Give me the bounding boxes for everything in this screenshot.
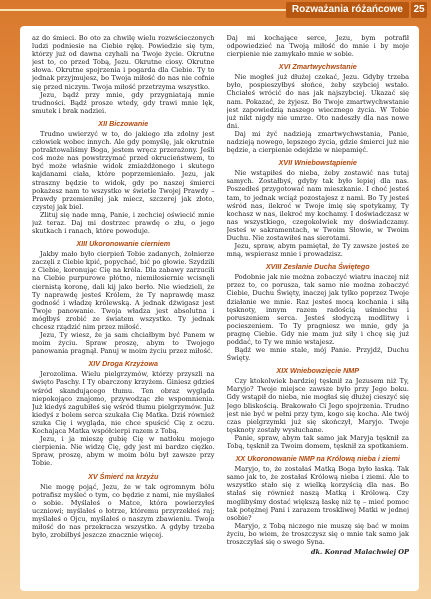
paragraph: Jezu, bądź przy mnie, gdy przygniatają mnie trudności. Bądź prosze wtedy, gdy trawi mnie lęk, smutek i brak nadziei. bbox=[32, 90, 215, 115]
author-signature: dk. Konrad Malachwiej OP bbox=[310, 548, 409, 557]
section-heading: XIX Wniebowzięcie NMP bbox=[276, 366, 360, 376]
section-heading: XVIII Zesłanie Ducha Świętego bbox=[265, 262, 370, 272]
section-heading: XIV Droga Krzyżowa bbox=[88, 359, 158, 369]
paragraph: Jerozolima. Wielu pielgrzymów, którzy przyszli na święto Paschy. I Ty obarczony krzyżem. Giniesz gdzieś wśród skandującego tłumu. Ten obraz wygląda niepokojąco znajomo, przywodząc złe wspomnienia. Już kiedyś zagubiłeś się wśród tłumu pielgrzymów. Już kiedyś z bolem serca szukała Cię Matka. Dziś również szuka Cię i wygląda, nie chce spuścić Cię z oczu. Kochająca Matka współcierpi razem z Tobą. bbox=[32, 370, 215, 436]
paragraph: Zlituj się nade mną, Panie, i zechciej oświecić mnie już teraz. Daj mi dostrzec prawdę o złu, o jego skutkach i ranach, które powoduje. bbox=[32, 210, 215, 236]
paragraph: Jezu, Ty wiesz, że ja sam chciałbym być Panem w moim życiu. Spraw proszę, abym to Twojego panowania pragnął. Panuj w moim życiu przez miłość. bbox=[32, 331, 215, 356]
right-column bbox=[227, 34, 410, 585]
section-heading: XV Śmierć na krzyżu bbox=[88, 471, 159, 481]
paragraph: Daj mi kochające serce, Jezu, bym potrafił odpowiedzieć na Twoją miłość do mnie i by moje cierpienie nie zamykało mnie w sobie. bbox=[226, 34, 409, 59]
paragraph: az do śmieci. Bo oto za chwilę wielu rozwścieczonych ludzi podniesie na Ciebie rękę. Powiedzie się tym, którzy już od dawna czyhali na Twoje życie. Okrutne jest to, co przed Tobą, Jezu. Okrutne ciosy. Okrutne słowa. Okrutne spojrzenia i pogarda dla Ciebie. Ty to jednak przyjmujesz, bo Twoja miłość do nas nie cofnie się przed niczym. Twoja miłość przetrzyma wszystko. bbox=[32, 34, 215, 91]
paragraph: Daj mi żyć nadzieją zmartwychwstania, Panie, nadzieją nowego, lepszego życia, gdzie śmierci już nie będzie, a cierpienie odejdzie w niepamięć. bbox=[226, 129, 409, 155]
left-column bbox=[32, 34, 215, 585]
paragraph: Jezu, spraw, abym pamiętał, że Ty zawsze jesteś ze mną, wspierasz mnie i prowadzisz. bbox=[226, 242, 409, 259]
section-heading: XX Ukoronowanie NMP na Królową nieba i ziemi bbox=[235, 454, 400, 464]
page-header bbox=[0, 0, 431, 20]
paragraph: Trudno uwierzyć w to, do jakiego zła zdolny jest człowiek wobec innych. Ale gdy pomyślę, jak okrutnie potraktowaliśmy Boga, jestem wręcz przerażony. Jeśli coś może nas powstrzymać przed okrucieństwem, to być może właśnie widok zmiażdżonego i skutego kajdanami ciała, które poprzemieniało. Jezu, jak straszny będzie to widok, gdy po naszej śmierci pokażesz nam to wszystko w świetle Twojej Prawdy – Prawdy przemieniłej jak miecz, szczerej jak złoto, czystej jak biel. bbox=[32, 129, 215, 211]
paragraph: Panie, spraw, abym tak samo jak Maryja tęsknił za Tobą, tęsknił za Twoim domem, tęsknił za spotkaniem. bbox=[226, 433, 409, 451]
paragraph: Bądź we mnie stale, mój Panie. Przyjdź, Duchu Święty. bbox=[226, 346, 409, 363]
paragraph: Jezu, i ja mieszę gubię Cię w natłoku mojego cierpienia. Nie widzę Cię, gdy jest mi bardzo ciężko. Spraw, proszę, abym w moim bólu był zawsze przy Tobie. bbox=[32, 435, 215, 468]
section-heading: XIII Ukoronowanie cierniem bbox=[76, 239, 171, 249]
paragraph: Nie mogę pojąć, Jezu, że w tak ogromnym bólu potrafisz myśleć o tym, co będzie z nami, nie myślałeś o sobie. Myślałeś o Matce, która powierzyłeś uczniowi; myślałeś o łotrze, któremu przyrzekłeś raj; myślałeś o Ojcu, myślałeś o naszym zbawieniu. Twoja miłość do nas przekracza wszystko. A gdyby trzeba było, zrobiłbyś jeszcze znacznie więcej. bbox=[32, 482, 215, 540]
paragraph: Podobnie jak nie można zobaczyć wiatru inaczej niż przez to, co porusza, tak samo nie można zobaczyć Ciebie, Duchu Święty, inaczej jak tylko poprzez Twoje działanie we mnie. Raz jesteś mocą kochania i siłą tęsknoty, innym razem radością uśmiechu i poruszeniem serca. Jesteś słodyczą modlitwy i pocieszeniem. To Ty pragniesz we mnie, gdy ja pragnę Ciebie. Gdy nie mam już siły i chcę się już poddać, to Ty we mnie wstajesz. bbox=[226, 273, 409, 346]
section-heading: XVI Zmartwychwstanie bbox=[278, 62, 357, 72]
section-title: Rozważania różańcowe bbox=[286, 2, 409, 18]
page-number: 25 bbox=[411, 2, 427, 18]
section-heading: XVII Wniebowstąpienie bbox=[278, 158, 357, 168]
article-sheet bbox=[20, 26, 419, 591]
section-heading: XII Biczowanie bbox=[98, 118, 149, 128]
paragraph: Nie wstąpiłeś do nieba, żeby zostawić nas tutaj samych. Zostałbyś, gdyby tak było lepiej dla nas. Poszedłeś przygotować nam mieszkanie. I choć jesteś tam, to jednak wciąż pozostajesz z nami. Bo Ty jesteś wśród nas, ilekroć w Twoje imię się spotykamy, Ty kochasz w nas, ilekroć my kochamy. I doświadczasz w nas wszystkiego, czegokolwiek my doświadczamy. Jesteś w sakramentach, w Twoim Słowie, w Twoim Duchu. Nie zostawiłeś nas sierotami. bbox=[226, 169, 409, 242]
paragraph: Maryjo, to, że zostałaś Matką Boga było łaską. Tak samo jak to, że zostałaś Królową nieba i ziemi. Ale to wszystko stało się z wielką korzyścią dla nas. Bo stałaś się również naszą Matką i Królową. Czy moglibyśmy dostać większą łaskę niż tę – mieć pomoc tak potężnej Pani i zarazem troskliwej Matki w jednej osobie? bbox=[226, 465, 409, 522]
paragraph: Maryjo, z Tobą niczego nie muszę się bać w moim życiu, bo wiem, że troszczysz się o mnie tak samo jak troszczyłaś się o swego Syna. bbox=[226, 521, 409, 546]
paragraph: Jakby mało było cierpień Tobie zadanych, żołnierze zaczęli z Ciebie kpić, popychać, bić po głowie. Szydzili z Ciebie, koronując Cię na króla. Dla zabawy zarzucili na Ciebie purpurowe płótno, niemiłosiernie wcisnęli ciernistą koronę, dali kij jako berło. Nie wiedzieli, że Ty naprawdę jesteś Królem, że Ty naprawdę masz godność i władzę królewską. A jednak dźwigasz jest Twoje panowanie. Twoja władza jest absolutna i mógłbyś zrobić ze światem wszystko. Ty jednak chcesz rządzić nim przez miłość. bbox=[32, 250, 215, 331]
paragraph: Nie mogłeś już dłużej czekać, Jezu. Gdyby trzeba było, pospieszyłbyś słońce, żeby szybciej wstało. Chciałeś wrócić do nas jak najszybciej. Ukazać się nam. Pokazać, że żyjesz. Bo Twoje zmartwychwstanie jest zapowiedzią naszego wiecznego życia. W Tobie już nikt nigdy nie umrze. Oto nadeszły dla nas nowe dni. bbox=[226, 73, 409, 130]
paragraph: Czy ktokolwiek bardziej tęsknił za Jezusem niż Ty, Maryjo? Twoje miejsce zawsze było przy Jego boku. Gdy wstąpił do nieba, nie mogłaś się dłużej cieszyć się Jego bliskością. Brakowało Ci Jego spojrzenia. Trudno jest nie być w pełni przy tym, kogo się kocha. Ale twój czas pielgrzymki już się skończył, Maryjo. Twoje tęsknoty zostały wysłuchane. bbox=[226, 377, 409, 434]
